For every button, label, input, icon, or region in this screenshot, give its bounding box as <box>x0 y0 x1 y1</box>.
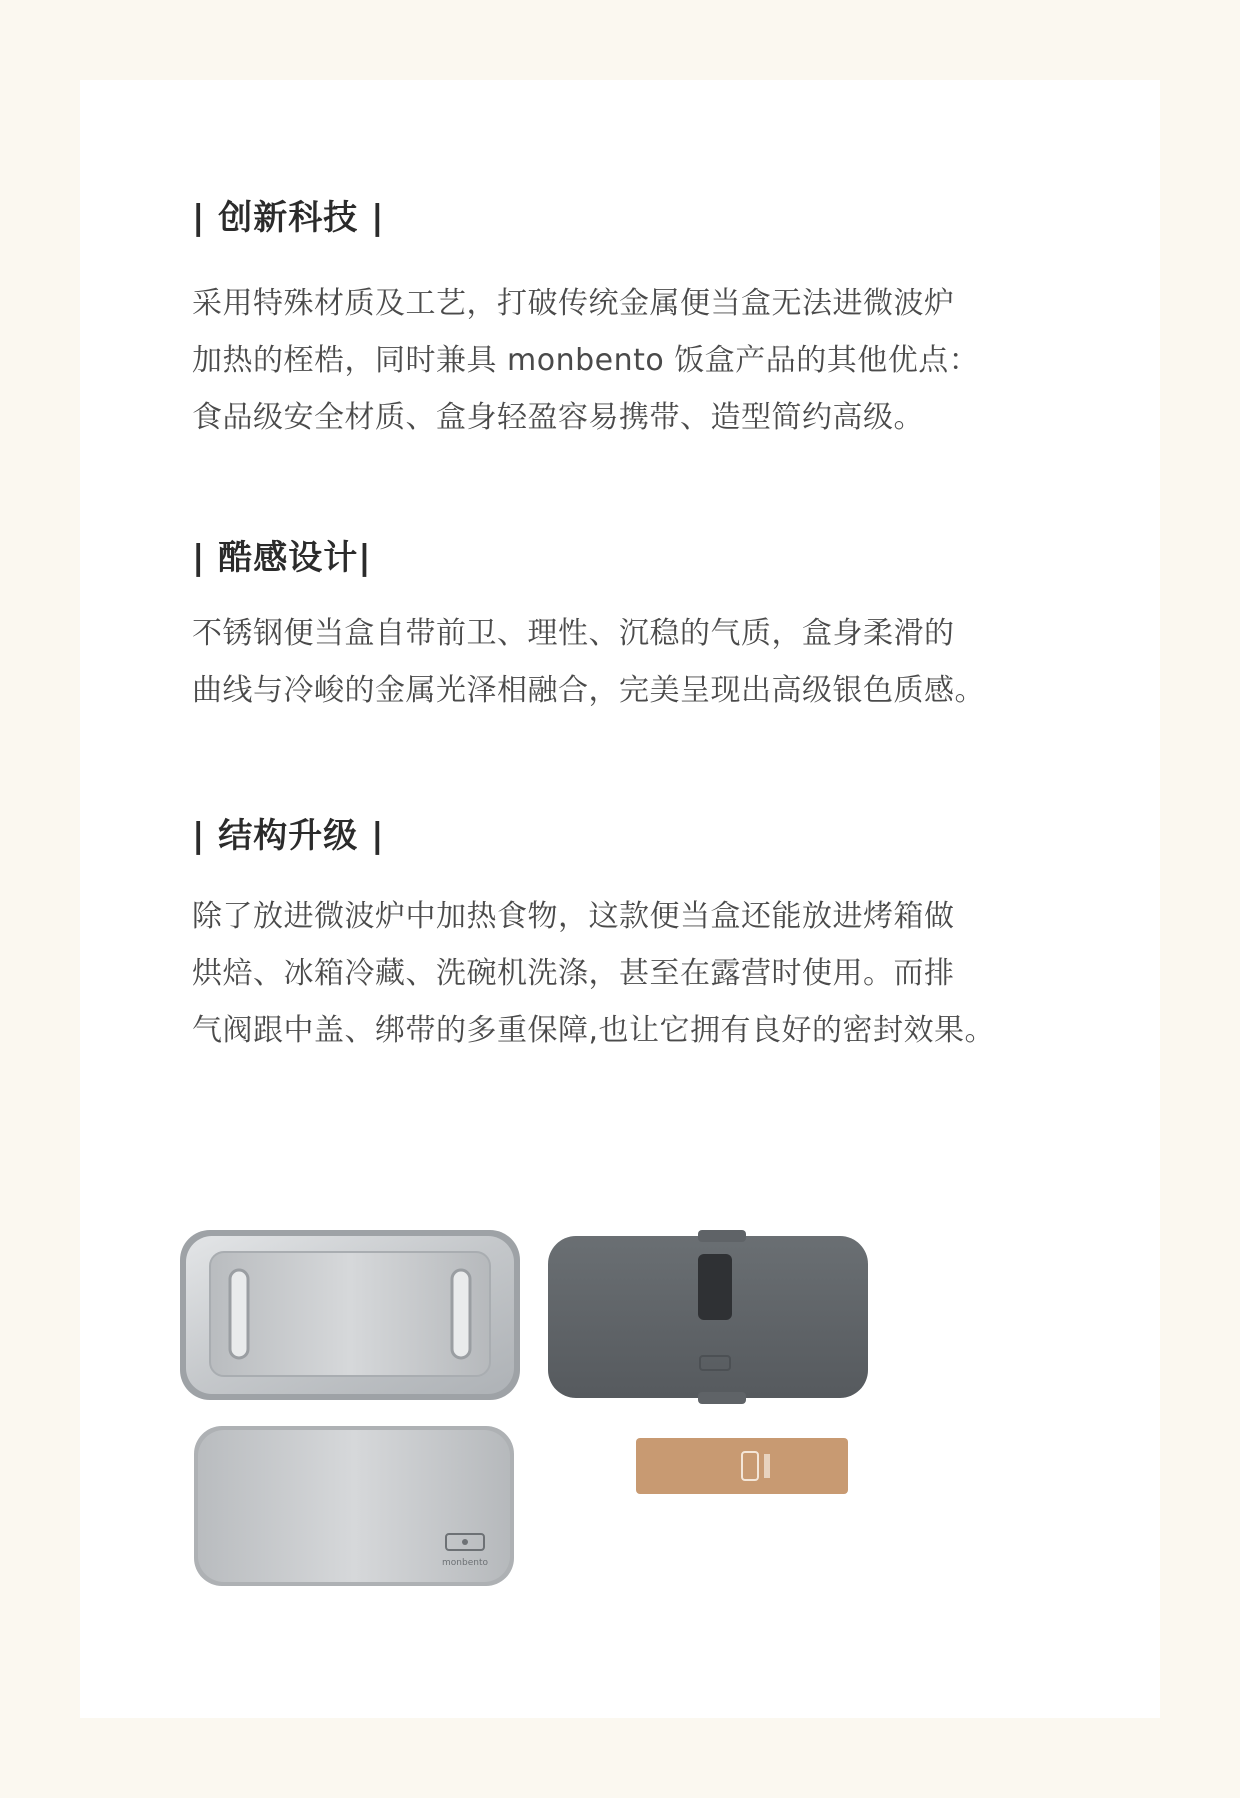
steel-container <box>180 1230 520 1400</box>
text-line: 食品级安全材质、盒身轻盈容易携带、造型简约高级。 <box>192 400 924 435</box>
bento-box-illustration <box>180 1230 1060 1660</box>
strap <box>636 1438 848 1494</box>
lid <box>548 1230 868 1404</box>
text-line: 烘焙、冰箱冷藏、洗碗机洗涤，甚至在露营时使用。而排 <box>192 956 955 991</box>
text-line: 采用特殊材质及工艺，打破传统金属便当盒无法进微波炉 <box>192 286 955 321</box>
section-text-structure <box>192 888 1072 1059</box>
section-title-structure: | 结构升级 | <box>192 816 385 856</box>
text-line: 不锈钢便当盒自带前卫、理性、沉稳的气质，盒身柔滑的 <box>192 616 955 651</box>
product-image <box>180 1230 1060 1660</box>
text-line: 除了放进微波炉中加热食物，这款便当盒还能放进烤箱做 <box>192 899 955 934</box>
text-line: 曲线与冷峻的金属光泽相融合，完美呈现出高级银色质感。 <box>192 673 985 708</box>
brand-mark-lid: monbento <box>442 1558 488 1568</box>
section-text-design <box>192 605 1072 719</box>
text-line: 气阀跟中盖、绑带的多重保障,也让它拥有良好的密封效果。 <box>192 1013 996 1048</box>
section-title-innovation: | 创新科技 | <box>192 198 385 238</box>
section-title-design: | 酷感设计| <box>192 538 372 578</box>
text-line: 加热的桎梏，同时兼具 monbento 饭盒产品的其他优点： <box>192 343 980 378</box>
section-text-innovation <box>192 275 1072 446</box>
content-card <box>80 80 1160 1718</box>
